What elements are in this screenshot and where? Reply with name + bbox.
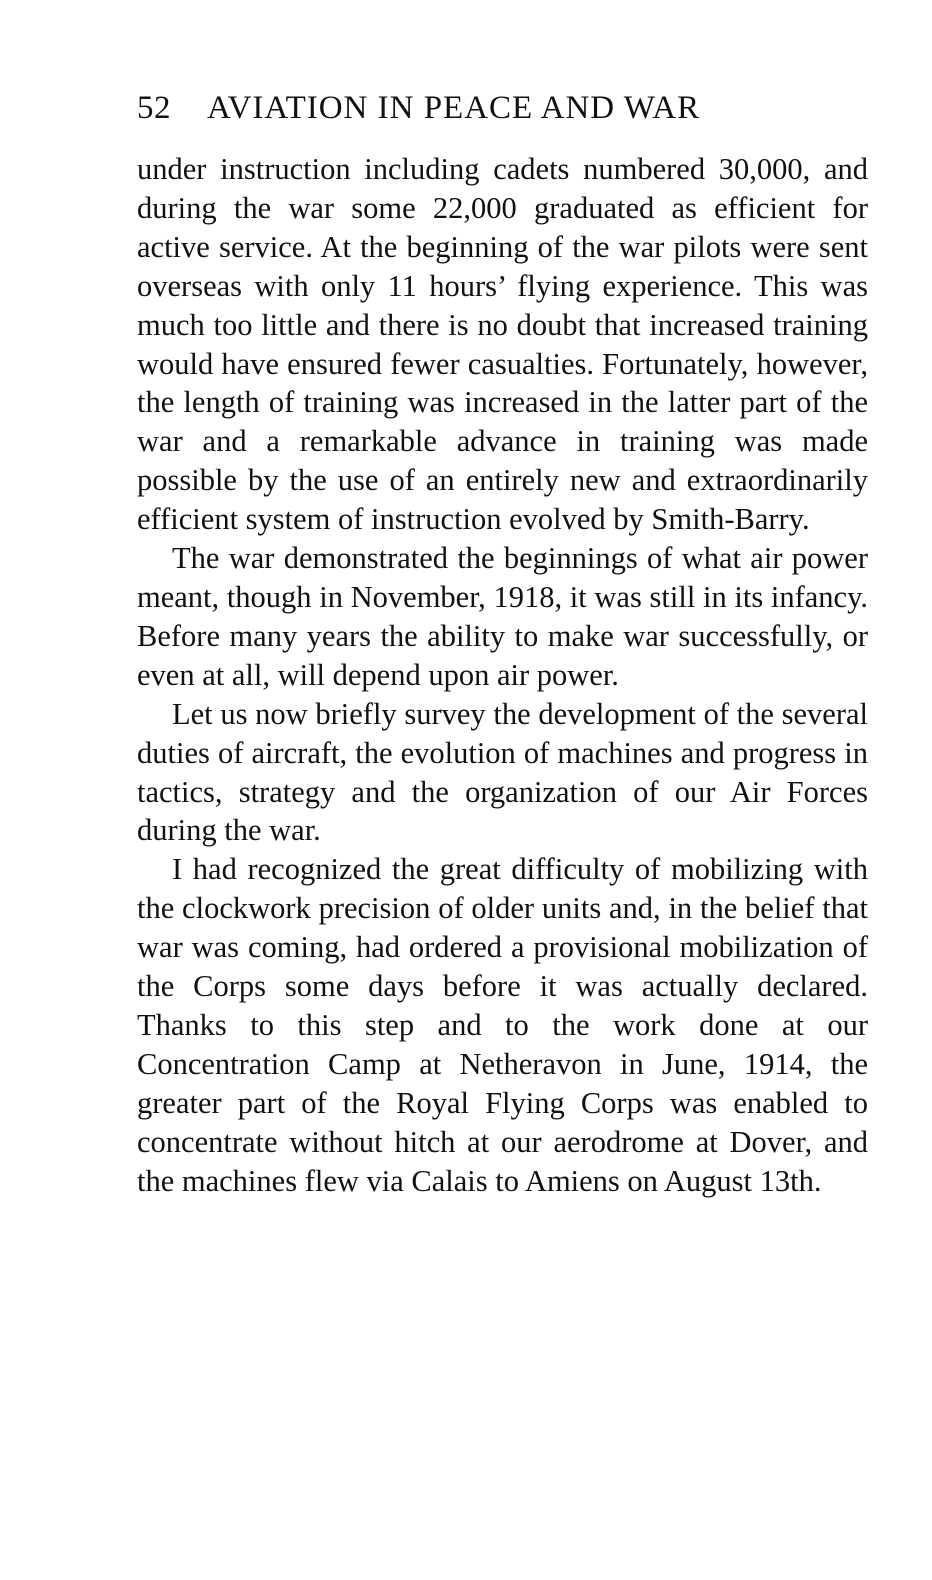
paragraph-mobilization: I had recognized the great difficulty of mobilizing with the clockwork precision of older units and, in the belief that war was coming, had ordered a provisional mobilization of the Corps some days before it was actually declared. Thanks to this step and to the work done at our Concentration Camp at Netheravon in June, 1914, the greater part of the Royal Flying Corps was enabled to concentrate without hitch at our aerodrome at Dover, and the machines flew via Calais to Amiens on August 13th. <box>137 852 868 1198</box>
paragraph-survey: Let us now briefly survey the development of the several duties of aircraft, the evolution of machines and progress in tactics, strategy and the organization of our Air Forces during the war. <box>137 696 868 848</box>
body-text <box>137 150 868 1200</box>
page-number: 52 <box>137 90 171 126</box>
paragraph-air-power: The war demonstrated the beginnings of what air power meant, though in November, 1918, it was still in its infancy. Before many years the ability to make war successfully, or even at all, will depend upon air power. <box>137 541 868 692</box>
book-page <box>137 86 868 1200</box>
running-head <box>137 86 868 130</box>
paragraph-continued: under instruction including cadets numbered 30,000, and during the war some 22,000 graduated as efficient for active service. At the beginning of the war pilots were sent overseas with only 11 hours’ flying experience. This was much too little and there is no doubt that increased training would have ensured fewer casualties. Fortunately, however, the length of training was increased in the latter part of the war and a remarkable advance in training was made possible by the use of an entirely new and extraordinarily efficient system of instruction evolved by Smith-Barry. <box>137 152 868 537</box>
running-title: AVIATION IN PEACE AND WAR <box>207 90 701 126</box>
